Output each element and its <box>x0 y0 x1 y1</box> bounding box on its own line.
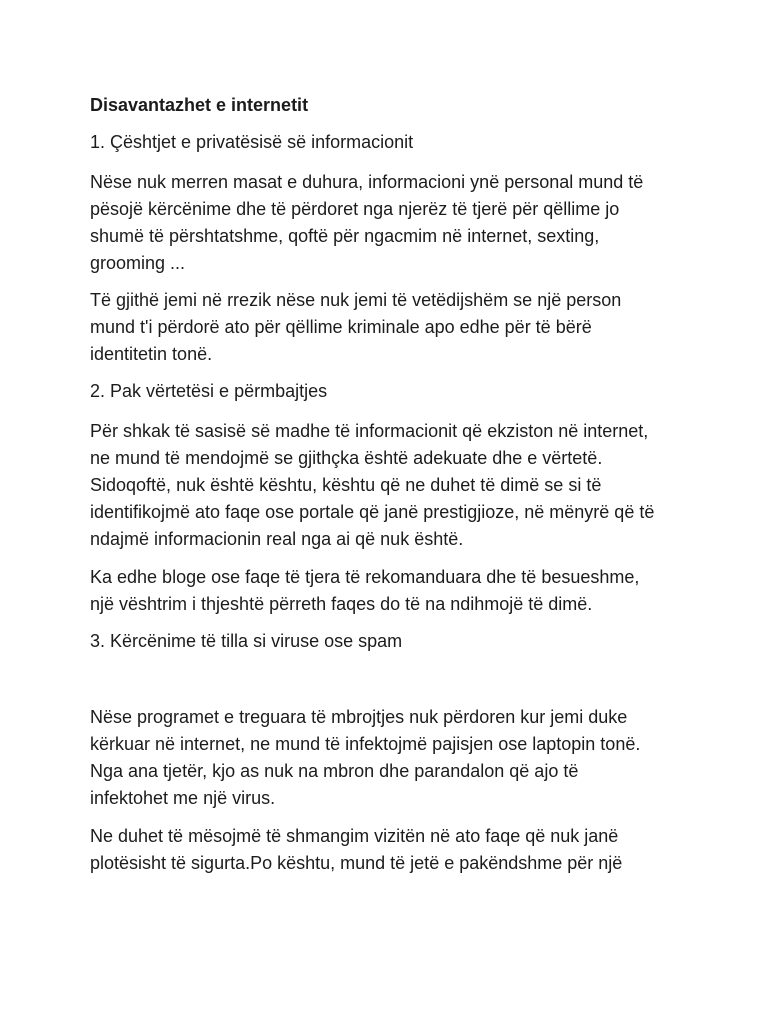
paragraph-line: infektohet me një virus. <box>90 788 276 808</box>
paragraph-line: plotësisht të sigurta.Po kështu, mund të jetë e pakëndshme për një <box>90 853 623 873</box>
document-title: Disavantazhet e internetit <box>90 95 309 115</box>
paragraph-line: Nga ana tjetër, kjo as nuk na mbron dhe parandalon që ajo të <box>90 761 579 781</box>
paragraph-line: ndajmë informacionin real nga ai që nuk është. <box>90 529 464 549</box>
paragraph-line: ne mund të mendojmë se gjithçka është adekuate dhe e vërtetë. <box>90 448 603 468</box>
paragraph-line: mund t'i përdorë ato për qëllime kriminale apo edhe për të bërë <box>90 317 592 337</box>
section-heading-privacy: 1. Çështjet e privatësisë së informacionit <box>90 132 414 152</box>
paragraph-line: identitetin tonë. <box>90 344 213 364</box>
paragraph-line: Ne duhet të mësojmë të shmangim vizitën në ato faqe që nuk janë <box>90 826 619 846</box>
paragraph-line: Nëse nuk merren masat e duhura, informacioni ynë personal mund të <box>90 172 644 192</box>
paragraph-line: identifikojmë ato faqe ose portale që janë prestigjioze, në mënyrë që të <box>90 502 655 522</box>
paragraph-line: Ka edhe bloge ose faqe të tjera të rekomanduara dhe të besueshme, <box>90 567 640 587</box>
paragraph-line: shumë të përshtatshme, qoftë për ngacmim në internet, sexting, <box>90 226 600 246</box>
paragraph-line: Për shkak të sasisë së madhe të informacionit që ekziston në internet, <box>90 421 649 441</box>
section-heading-truthfulness: 2. Pak vërtetësi e përmbajtjes <box>90 381 328 401</box>
paragraph-line: një vështrim i thjeshtë përreth faqes do të na ndihmojë të dimë. <box>90 594 593 614</box>
paragraph-line: Nëse programet e treguara të mbrojtjes nuk përdoren kur jemi duke <box>90 707 628 727</box>
paragraph-line: Të gjithë jemi në rrezik nëse nuk jemi të vetëdijshëm se një person <box>90 290 622 310</box>
paragraph-line: pësojë kërcënime dhe të përdoret nga njerëz të tjerë për qëllime jo <box>90 199 620 219</box>
paragraph-line: grooming ... <box>90 253 186 273</box>
paragraph-line: Sidoqoftë, nuk është kështu, kështu që ne duhet të dimë se si të <box>90 475 602 495</box>
paragraph-line: kërkuar në internet, ne mund të infektojmë pajisjen ose laptopin tonë. <box>90 734 641 754</box>
section-heading-threats: 3. Kërcënime të tilla si viruse ose spam <box>90 631 403 651</box>
